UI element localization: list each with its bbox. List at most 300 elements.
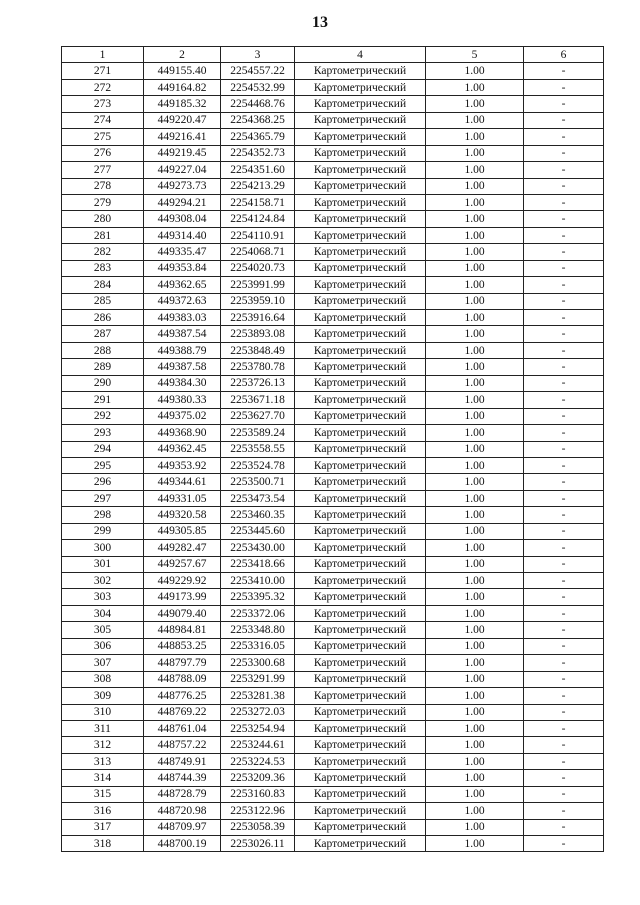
x-coordinate-cell: 449383.03: [144, 310, 221, 326]
accuracy-cell: 1.00: [426, 244, 524, 260]
column-header-2: 2: [144, 47, 221, 63]
method-cell: Картометрический: [295, 375, 426, 391]
accuracy-cell: 1.00: [426, 655, 524, 671]
accuracy-cell: 1.00: [426, 737, 524, 753]
accuracy-cell: 1.00: [426, 112, 524, 128]
note-cell: -: [524, 556, 604, 572]
note-cell: -: [524, 638, 604, 654]
method-cell: Картометрический: [295, 540, 426, 556]
column-header-3: 3: [221, 47, 295, 63]
note-cell: -: [524, 720, 604, 736]
table-row: [62, 507, 604, 523]
x-coordinate-cell: 449294.21: [144, 194, 221, 210]
note-cell: -: [524, 277, 604, 293]
y-coordinate-cell: 2253726.13: [221, 375, 295, 391]
x-coordinate-cell: 449079.40: [144, 605, 221, 621]
y-coordinate-cell: 2253348.80: [221, 622, 295, 638]
point-number-cell: 305: [62, 622, 144, 638]
x-coordinate-cell: 448853.25: [144, 638, 221, 654]
y-coordinate-cell: 2254110.91: [221, 227, 295, 243]
method-cell: Картометрический: [295, 227, 426, 243]
table-row: [62, 310, 604, 326]
table-row: [62, 277, 604, 293]
table-row: [62, 342, 604, 358]
y-coordinate-cell: 2253160.83: [221, 786, 295, 802]
accuracy-cell: 1.00: [426, 638, 524, 654]
accuracy-cell: 1.00: [426, 129, 524, 145]
method-cell: Картометрический: [295, 178, 426, 194]
y-coordinate-cell: 2253395.32: [221, 589, 295, 605]
point-number-cell: 307: [62, 655, 144, 671]
x-coordinate-cell: 449305.85: [144, 523, 221, 539]
column-header-1: 1: [62, 47, 144, 63]
table-row: [62, 129, 604, 145]
accuracy-cell: 1.00: [426, 671, 524, 687]
column-header-5: 5: [426, 47, 524, 63]
x-coordinate-cell: 449314.40: [144, 227, 221, 243]
point-number-cell: 315: [62, 786, 144, 802]
method-cell: Картометрический: [295, 129, 426, 145]
note-cell: -: [524, 540, 604, 556]
table-row: [62, 79, 604, 95]
table-row: [62, 638, 604, 654]
table-row: [62, 359, 604, 375]
point-number-cell: 316: [62, 803, 144, 819]
method-cell: Картометрический: [295, 556, 426, 572]
x-coordinate-cell: 449387.58: [144, 359, 221, 375]
note-cell: -: [524, 178, 604, 194]
x-coordinate-cell: 449353.92: [144, 457, 221, 473]
method-cell: Картометрический: [295, 507, 426, 523]
point-number-cell: 278: [62, 178, 144, 194]
accuracy-cell: 1.00: [426, 375, 524, 391]
point-number-cell: 286: [62, 310, 144, 326]
table-row: [62, 194, 604, 210]
point-number-cell: 308: [62, 671, 144, 687]
note-cell: -: [524, 457, 604, 473]
method-cell: Картометрический: [295, 655, 426, 671]
point-number-cell: 318: [62, 836, 144, 852]
method-cell: Картометрический: [295, 457, 426, 473]
x-coordinate-cell: 449216.41: [144, 129, 221, 145]
point-number-cell: 289: [62, 359, 144, 375]
point-number-cell: 306: [62, 638, 144, 654]
table-row: [62, 622, 604, 638]
y-coordinate-cell: 2253460.35: [221, 507, 295, 523]
method-cell: Картометрический: [295, 523, 426, 539]
point-number-cell: 298: [62, 507, 144, 523]
note-cell: -: [524, 326, 604, 342]
accuracy-cell: 1.00: [426, 704, 524, 720]
note-cell: -: [524, 573, 604, 589]
method-cell: Картометрический: [295, 244, 426, 260]
y-coordinate-cell: 2253671.18: [221, 392, 295, 408]
point-number-cell: 310: [62, 704, 144, 720]
y-coordinate-cell: 2253281.38: [221, 688, 295, 704]
method-cell: Картометрический: [295, 359, 426, 375]
y-coordinate-cell: 2253224.53: [221, 753, 295, 769]
note-cell: -: [524, 474, 604, 490]
table-row: [62, 770, 604, 786]
x-coordinate-cell: 449380.33: [144, 392, 221, 408]
method-cell: Картометрический: [295, 474, 426, 490]
y-coordinate-cell: 2253589.24: [221, 425, 295, 441]
table-header: [62, 47, 604, 63]
x-coordinate-cell: 449362.45: [144, 441, 221, 457]
note-cell: -: [524, 112, 604, 128]
x-coordinate-cell: 449375.02: [144, 408, 221, 424]
accuracy-cell: 1.00: [426, 589, 524, 605]
point-number-cell: 272: [62, 79, 144, 95]
method-cell: Картометрический: [295, 638, 426, 654]
accuracy-cell: 1.00: [426, 688, 524, 704]
table-row: [62, 671, 604, 687]
method-cell: Картометрический: [295, 622, 426, 638]
note-cell: -: [524, 260, 604, 276]
point-number-cell: 285: [62, 293, 144, 309]
x-coordinate-cell: 449173.99: [144, 589, 221, 605]
method-cell: Картометрический: [295, 211, 426, 227]
method-cell: Картометрический: [295, 490, 426, 506]
point-number-cell: 273: [62, 96, 144, 112]
note-cell: -: [524, 425, 604, 441]
x-coordinate-cell: 449164.82: [144, 79, 221, 95]
method-cell: Картометрический: [295, 671, 426, 687]
x-coordinate-cell: 448744.39: [144, 770, 221, 786]
accuracy-cell: 1.00: [426, 162, 524, 178]
accuracy-cell: 1.00: [426, 194, 524, 210]
accuracy-cell: 1.00: [426, 293, 524, 309]
accuracy-cell: 1.00: [426, 145, 524, 161]
y-coordinate-cell: 2253209.36: [221, 770, 295, 786]
y-coordinate-cell: 2253300.68: [221, 655, 295, 671]
method-cell: Картометрический: [295, 342, 426, 358]
method-cell: Картометрический: [295, 326, 426, 342]
x-coordinate-cell: 449331.05: [144, 490, 221, 506]
note-cell: -: [524, 704, 604, 720]
table-row: [62, 211, 604, 227]
y-coordinate-cell: 2253780.78: [221, 359, 295, 375]
point-number-cell: 274: [62, 112, 144, 128]
table-row: [62, 688, 604, 704]
table-body: [62, 63, 604, 852]
note-cell: -: [524, 671, 604, 687]
method-cell: Картометрический: [295, 293, 426, 309]
y-coordinate-cell: 2253316.05: [221, 638, 295, 654]
note-cell: -: [524, 605, 604, 621]
point-number-cell: 288: [62, 342, 144, 358]
header-row: [62, 47, 604, 63]
table-row: [62, 457, 604, 473]
point-number-cell: 280: [62, 211, 144, 227]
accuracy-cell: 1.00: [426, 227, 524, 243]
point-number-cell: 309: [62, 688, 144, 704]
y-coordinate-cell: 2253410.00: [221, 573, 295, 589]
table-row: [62, 162, 604, 178]
y-coordinate-cell: 2254365.79: [221, 129, 295, 145]
table-row: [62, 753, 604, 769]
note-cell: -: [524, 753, 604, 769]
method-cell: Картометрический: [295, 162, 426, 178]
note-cell: -: [524, 194, 604, 210]
method-cell: Картометрический: [295, 194, 426, 210]
accuracy-cell: 1.00: [426, 310, 524, 326]
x-coordinate-cell: 449388.79: [144, 342, 221, 358]
x-coordinate-cell: 448700.19: [144, 836, 221, 852]
y-coordinate-cell: 2254352.73: [221, 145, 295, 161]
point-number-cell: 292: [62, 408, 144, 424]
method-cell: Картометрический: [295, 425, 426, 441]
x-coordinate-cell: 449353.84: [144, 260, 221, 276]
accuracy-cell: 1.00: [426, 836, 524, 852]
accuracy-cell: 1.00: [426, 540, 524, 556]
table-row: [62, 244, 604, 260]
x-coordinate-cell: 449335.47: [144, 244, 221, 260]
accuracy-cell: 1.00: [426, 786, 524, 802]
y-coordinate-cell: 2253916.64: [221, 310, 295, 326]
note-cell: -: [524, 96, 604, 112]
x-coordinate-cell: 449368.90: [144, 425, 221, 441]
table-row: [62, 819, 604, 835]
point-number-cell: 284: [62, 277, 144, 293]
accuracy-cell: 1.00: [426, 819, 524, 835]
table-row: [62, 556, 604, 572]
x-coordinate-cell: 448761.04: [144, 720, 221, 736]
y-coordinate-cell: 2253500.71: [221, 474, 295, 490]
y-coordinate-cell: 2253430.00: [221, 540, 295, 556]
y-coordinate-cell: 2253058.39: [221, 819, 295, 835]
accuracy-cell: 1.00: [426, 326, 524, 342]
x-coordinate-cell: 449282.47: [144, 540, 221, 556]
accuracy-cell: 1.00: [426, 523, 524, 539]
table-row: [62, 589, 604, 605]
point-number-cell: 313: [62, 753, 144, 769]
y-coordinate-cell: 2253893.08: [221, 326, 295, 342]
accuracy-cell: 1.00: [426, 96, 524, 112]
note-cell: -: [524, 408, 604, 424]
point-number-cell: 299: [62, 523, 144, 539]
x-coordinate-cell: 448776.25: [144, 688, 221, 704]
column-header-4: 4: [295, 47, 426, 63]
y-coordinate-cell: 2254068.71: [221, 244, 295, 260]
table-row: [62, 441, 604, 457]
table-row: [62, 63, 604, 79]
point-number-cell: 283: [62, 260, 144, 276]
note-cell: -: [524, 227, 604, 243]
method-cell: Картометрический: [295, 737, 426, 753]
table-row: [62, 836, 604, 852]
accuracy-cell: 1.00: [426, 753, 524, 769]
method-cell: Картометрический: [295, 786, 426, 802]
method-cell: Картометрический: [295, 79, 426, 95]
point-number-cell: 291: [62, 392, 144, 408]
x-coordinate-cell: 449384.30: [144, 375, 221, 391]
method-cell: Картометрический: [295, 408, 426, 424]
method-cell: Картометрический: [295, 310, 426, 326]
point-number-cell: 314: [62, 770, 144, 786]
x-coordinate-cell: 448984.81: [144, 622, 221, 638]
y-coordinate-cell: 2253627.70: [221, 408, 295, 424]
point-number-cell: 290: [62, 375, 144, 391]
x-coordinate-cell: 449220.47: [144, 112, 221, 128]
accuracy-cell: 1.00: [426, 573, 524, 589]
point-number-cell: 281: [62, 227, 144, 243]
table-row: [62, 392, 604, 408]
note-cell: -: [524, 688, 604, 704]
accuracy-cell: 1.00: [426, 342, 524, 358]
method-cell: Картометрический: [295, 260, 426, 276]
note-cell: -: [524, 836, 604, 852]
y-coordinate-cell: 2254020.73: [221, 260, 295, 276]
note-cell: -: [524, 819, 604, 835]
x-coordinate-cell: 448788.09: [144, 671, 221, 687]
table-row: [62, 523, 604, 539]
note-cell: -: [524, 392, 604, 408]
x-coordinate-cell: 449227.04: [144, 162, 221, 178]
note-cell: -: [524, 737, 604, 753]
y-coordinate-cell: 2253524.78: [221, 457, 295, 473]
method-cell: Картометрический: [295, 145, 426, 161]
y-coordinate-cell: 2253254.94: [221, 720, 295, 736]
y-coordinate-cell: 2253272.03: [221, 704, 295, 720]
x-coordinate-cell: 449308.04: [144, 211, 221, 227]
table-row: [62, 573, 604, 589]
point-number-cell: 282: [62, 244, 144, 260]
point-number-cell: 293: [62, 425, 144, 441]
y-coordinate-cell: 2253991.99: [221, 277, 295, 293]
accuracy-cell: 1.00: [426, 770, 524, 786]
accuracy-cell: 1.00: [426, 622, 524, 638]
accuracy-cell: 1.00: [426, 178, 524, 194]
note-cell: -: [524, 803, 604, 819]
point-number-cell: 275: [62, 129, 144, 145]
method-cell: Картометрический: [295, 803, 426, 819]
point-number-cell: 300: [62, 540, 144, 556]
table-row: [62, 178, 604, 194]
y-coordinate-cell: 2254158.71: [221, 194, 295, 210]
method-cell: Картометрический: [295, 753, 426, 769]
note-cell: -: [524, 770, 604, 786]
x-coordinate-cell: 449229.92: [144, 573, 221, 589]
note-cell: -: [524, 441, 604, 457]
accuracy-cell: 1.00: [426, 260, 524, 276]
table-row: [62, 655, 604, 671]
table-row: [62, 112, 604, 128]
y-coordinate-cell: 2253372.06: [221, 605, 295, 621]
table-row: [62, 145, 604, 161]
table-row: [62, 490, 604, 506]
x-coordinate-cell: 448720.98: [144, 803, 221, 819]
point-number-cell: 311: [62, 720, 144, 736]
accuracy-cell: 1.00: [426, 211, 524, 227]
x-coordinate-cell: 448709.97: [144, 819, 221, 835]
point-number-cell: 312: [62, 737, 144, 753]
note-cell: -: [524, 211, 604, 227]
x-coordinate-cell: 449185.32: [144, 96, 221, 112]
y-coordinate-cell: 2253848.49: [221, 342, 295, 358]
point-number-cell: 295: [62, 457, 144, 473]
method-cell: Картометрический: [295, 277, 426, 293]
accuracy-cell: 1.00: [426, 803, 524, 819]
accuracy-cell: 1.00: [426, 556, 524, 572]
method-cell: Картометрический: [295, 589, 426, 605]
table-row: [62, 96, 604, 112]
page-number: 13: [312, 14, 328, 31]
accuracy-cell: 1.00: [426, 392, 524, 408]
note-cell: -: [524, 523, 604, 539]
y-coordinate-cell: 2253291.99: [221, 671, 295, 687]
accuracy-cell: 1.00: [426, 277, 524, 293]
x-coordinate-cell: 448749.91: [144, 753, 221, 769]
x-coordinate-cell: 449155.40: [144, 63, 221, 79]
x-coordinate-cell: 448757.22: [144, 737, 221, 753]
y-coordinate-cell: 2253026.11: [221, 836, 295, 852]
table-row: [62, 326, 604, 342]
x-coordinate-cell: 449219.45: [144, 145, 221, 161]
note-cell: -: [524, 63, 604, 79]
note-cell: -: [524, 162, 604, 178]
table-row: [62, 408, 604, 424]
x-coordinate-cell: 449320.58: [144, 507, 221, 523]
column-header-6: 6: [524, 47, 604, 63]
table-row: [62, 260, 604, 276]
x-coordinate-cell: 448728.79: [144, 786, 221, 802]
method-cell: Картометрический: [295, 63, 426, 79]
accuracy-cell: 1.00: [426, 490, 524, 506]
point-number-cell: 287: [62, 326, 144, 342]
y-coordinate-cell: 2253558.55: [221, 441, 295, 457]
x-coordinate-cell: 449387.54: [144, 326, 221, 342]
x-coordinate-cell: 449362.65: [144, 277, 221, 293]
y-coordinate-cell: 2254532.99: [221, 79, 295, 95]
method-cell: Картометрический: [295, 605, 426, 621]
y-coordinate-cell: 2253959.10: [221, 293, 295, 309]
y-coordinate-cell: 2253418.66: [221, 556, 295, 572]
point-number-cell: 317: [62, 819, 144, 835]
y-coordinate-cell: 2253122.96: [221, 803, 295, 819]
method-cell: Картометрический: [295, 819, 426, 835]
accuracy-cell: 1.00: [426, 63, 524, 79]
method-cell: Картометрический: [295, 573, 426, 589]
point-number-cell: 279: [62, 194, 144, 210]
y-coordinate-cell: 2253473.54: [221, 490, 295, 506]
note-cell: -: [524, 244, 604, 260]
table-row: [62, 786, 604, 802]
x-coordinate-cell: 448769.22: [144, 704, 221, 720]
table-row: [62, 293, 604, 309]
method-cell: Картометрический: [295, 704, 426, 720]
y-coordinate-cell: 2254468.76: [221, 96, 295, 112]
point-number-cell: 294: [62, 441, 144, 457]
y-coordinate-cell: 2253244.61: [221, 737, 295, 753]
method-cell: Картометрический: [295, 688, 426, 704]
x-coordinate-cell: 449273.73: [144, 178, 221, 194]
note-cell: -: [524, 622, 604, 638]
note-cell: -: [524, 786, 604, 802]
x-coordinate-cell: 449372.63: [144, 293, 221, 309]
method-cell: Картометрический: [295, 720, 426, 736]
point-number-cell: 304: [62, 605, 144, 621]
accuracy-cell: 1.00: [426, 507, 524, 523]
point-number-cell: 301: [62, 556, 144, 572]
method-cell: Картометрический: [295, 836, 426, 852]
note-cell: -: [524, 589, 604, 605]
accuracy-cell: 1.00: [426, 457, 524, 473]
note-cell: -: [524, 310, 604, 326]
method-cell: Картометрический: [295, 96, 426, 112]
y-coordinate-cell: 2253445.60: [221, 523, 295, 539]
table-row: [62, 425, 604, 441]
